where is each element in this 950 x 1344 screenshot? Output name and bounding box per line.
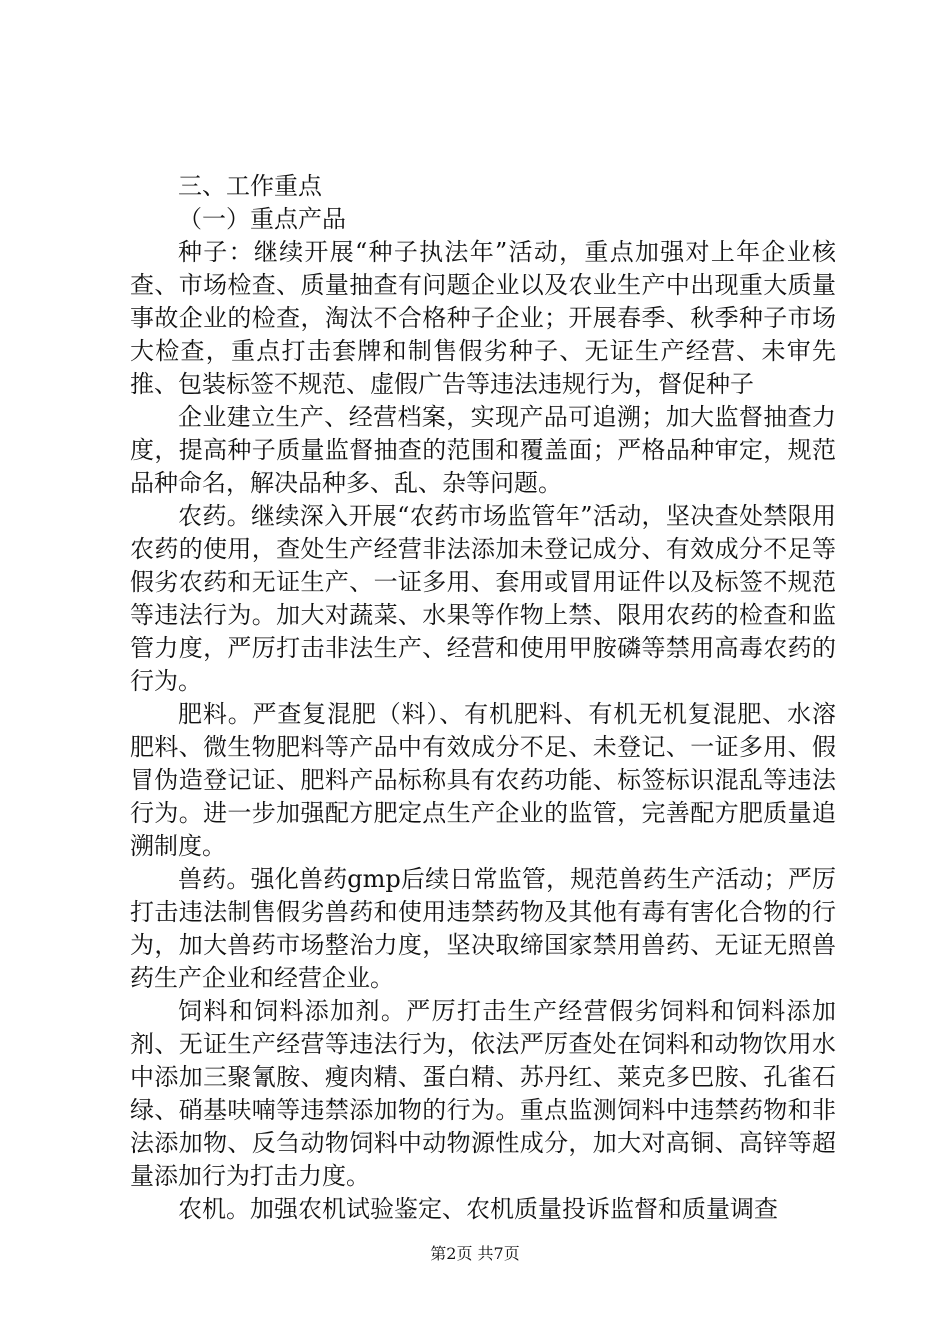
section-heading: 三、工作重点 <box>178 172 322 200</box>
document-body <box>130 170 836 1226</box>
paragraph-feed-additives: 饲料和饲料添加剂。严厉打击生产经营假劣饲料和饲料添加剂、无证生产经营等违法行为，依法严厉查处在饲料和动物饮用水中添加三聚氰胺、瘦肉精、蛋白精、苏丹红、莱克多巴胺、孔雀石绿、硝基呋喃等违禁添加物的行为。重点监测饲料中违禁药物和非法添加物、反刍动物饲料中动物源性成分，加大对高铜、高锌等超量添加行为打击力度。 <box>130 997 836 1190</box>
paragraph-pesticides: 农药。继续深入开展“农药市场监管年”活动，坚决查处禁限用农药的使用，查处生产经营非法添加未登记成分、有效成分不足等假劣农药和无证生产、一证多用、套用或冒用证件以及标签不规范等违法行为。加大对蔬菜、水果等作物上禁、限用农药的检查和监管力度，严厉打击非法生产、经营和使用甲胺磷等禁用高毒农药的行为。 <box>130 502 836 695</box>
paragraph-agricultural-machinery: 农机。加强农机试验鉴定、农机质量投诉监督和质量调查 <box>178 1195 778 1223</box>
paragraph-seeds-continued: 企业建立生产、经营档案，实现产品可追溯；加大监督抽查力度，提高种子质量监督抽查的范围和覆盖面；严格品种审定，规范品种命名，解决品种多、乱、杂等问题。 <box>130 403 836 497</box>
page-number-footer: 第2页 共7页 <box>430 1244 520 1263</box>
subsection-heading: （一）重点产品 <box>178 205 346 233</box>
paragraph-seeds: 种子：继续开展“种子执法年”活动，重点加强对上年企业核查、市场检查、质量抽查有问题企业以及农业生产中出现重大质量事故企业的检查，淘汰不合格种子企业；开展春季、秋季种子市场大检查，重点打击套牌和制售假劣种子、无证生产经营、未审先推、包装标签不规范、虚假广告等违法违规行为，督促种子 <box>130 238 836 398</box>
paragraph-fertilizers: 肥料。严查复混肥（料）、有机肥料、有机无机复混肥、水溶肥料、微生物肥料等产品中有效成分不足、未登记、一证多用、假冒伪造登记证、肥料产品标称具有农药功能、标签标识混乱等违法行为。进一步加强配方肥定点生产企业的监管，完善配方肥质量追溯制度。 <box>130 700 836 860</box>
paragraph-veterinary-drugs: 兽药。强化兽药gmp后续日常监管，规范兽药生产活动；严厉打击违法制售假劣兽药和使用违禁药物及其他有毒有害化合物的行为，加大兽药市场整治力度，坚决取缔国家禁用兽药、无证无照兽药生产企业和经营企业。 <box>130 865 836 992</box>
